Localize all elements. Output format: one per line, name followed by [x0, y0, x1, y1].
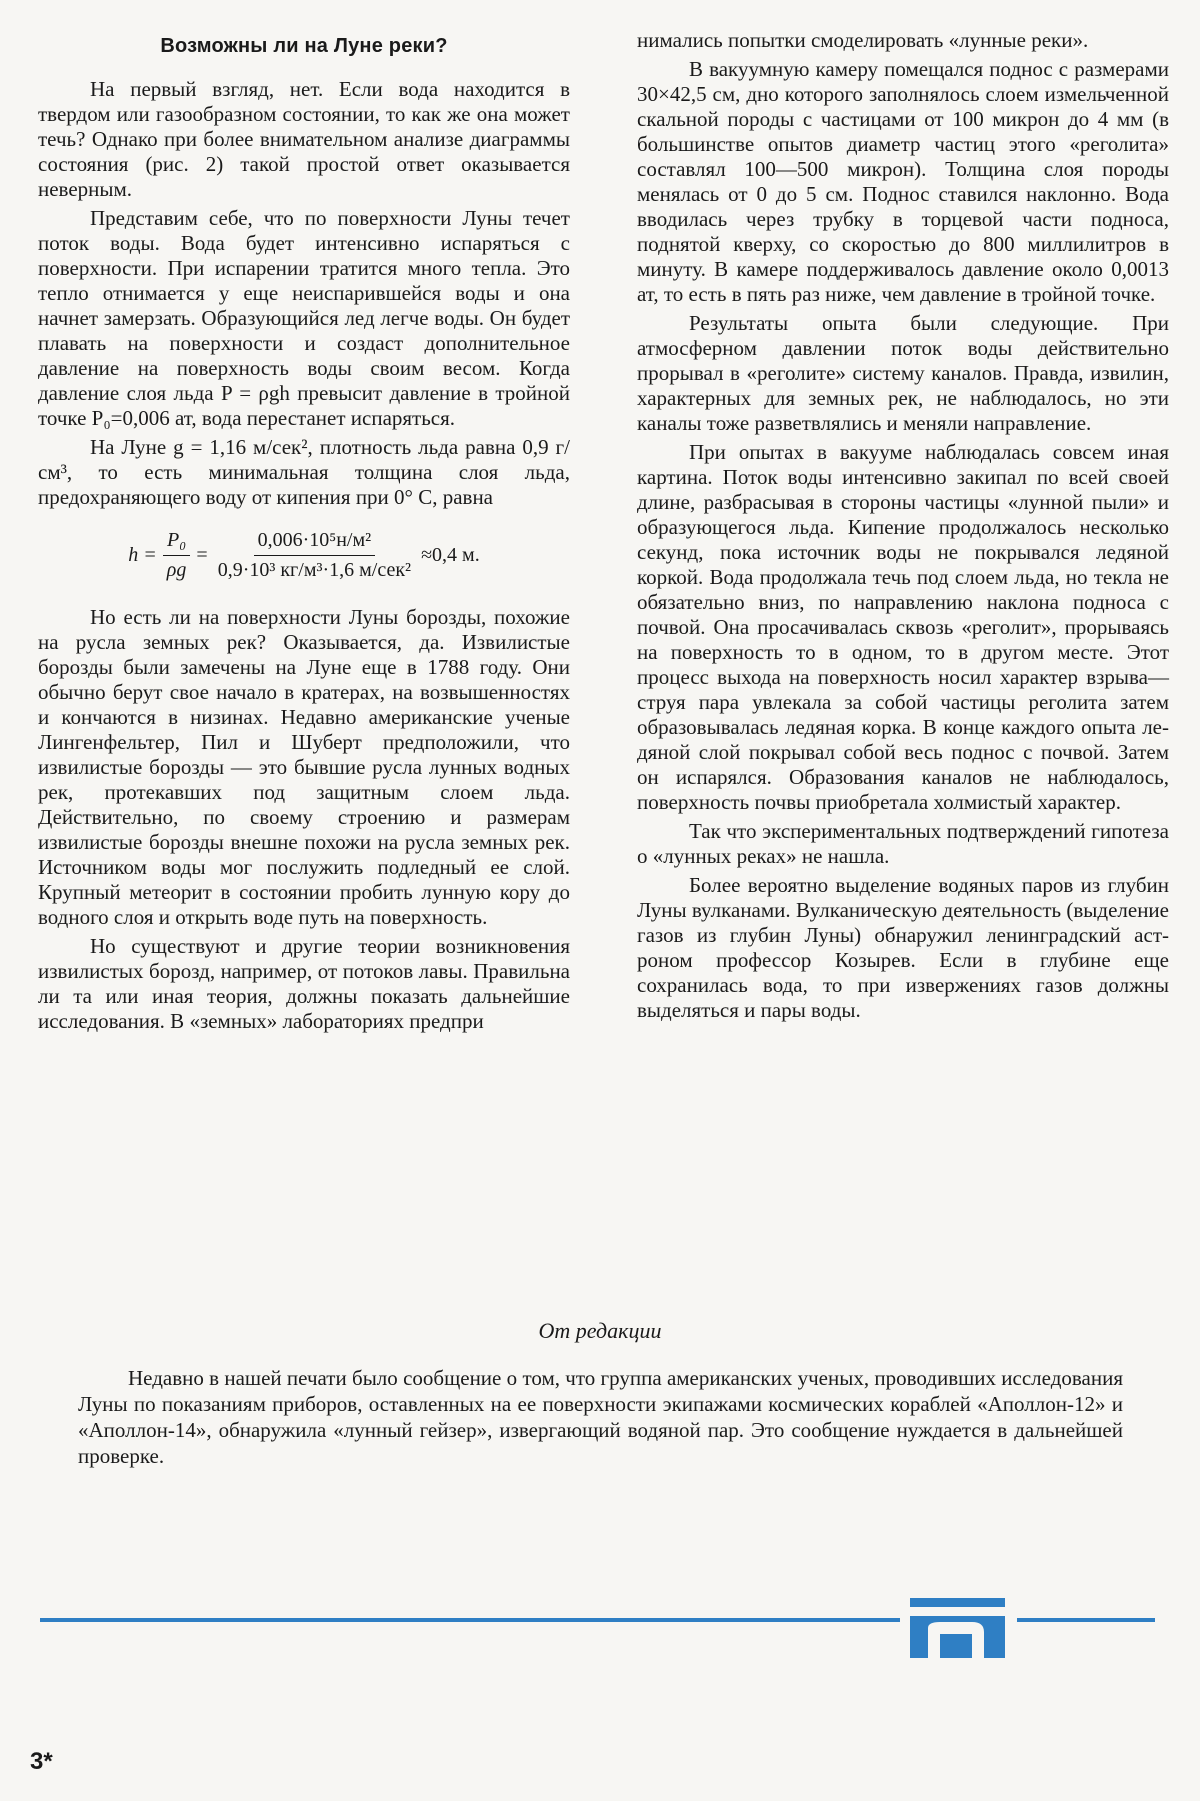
formula-f2-denominator: 0,9·10³ кг/м³·1,6 м/сек² [217, 559, 412, 581]
formula-equals: = [196, 544, 208, 566]
editorial-heading: От редакции [538, 1318, 662, 1343]
left-paragraph-1: На первый взгляд, нет. Если вода находится в твердом или газообразном состоянии, то как же она может течь? Однако при более внимательном анализе диаграммы состояния (рис. 2) такой простой ответ оказывается неверным. [38, 77, 570, 201]
footer-rule-right [1017, 1618, 1155, 1622]
formula-f2-numerator: 0,006·10⁵н/м² [254, 528, 376, 556]
formula-f1-denominator: ρg [166, 559, 187, 581]
left-paragraph-2: Представим себе, что по поверхности Луны течет поток воды. Вода будет интенсивно испаряться с поверхности. При испарении тратится много тепла. Это тепло отнимается у еще неиспарившейся воды и она начнет замерзать. Образующийся лед легче воды. Он будет плавать на поверхности и создаст дополнительное давление на поверхность воды своим весом. Когда давление слоя льда P = ρgh превысит давление в тройной точке P₀=0,006 ат, вода перестанет испаряться. [38, 206, 570, 430]
right-paragraph-1: В вакуумную камеру помещался поднос с размерами 30×42,5 см, дно которого заполнялось слоем измельченной скальной породы с частицами от 100 микрон до 4 мм (в большинстве опытов диаметр частиц этого «реголита» составлял 100—500 микрон). Толщина слоя породы менялась от 0 до 5 см. Поднос ставился наклонно. Вода вводилась через трубку в торцевой части подноса, поднятой кверху, со скоростью до 800 миллилитров в минуту. В камере поддерживалось давление около 0,0013 ат, то есть в пять раз ниже, чем давление в тройной точке. [637, 57, 1169, 306]
formula-fraction-1 [163, 528, 191, 583]
ice-thickness-formula [38, 528, 570, 583]
formula-f1-numerator: P₀ [163, 528, 190, 556]
journal-logo-icon [910, 1598, 1005, 1658]
right-column [637, 28, 1169, 1023]
left-paragraph-3: На Луне g = 1,16 м/сек², плотность льда равна 0,9 г/см³, то есть минимальная толщина слоя льда, предохраняющего воду от кипения при 0° С, равна [38, 435, 570, 509]
article-title: Возможны ли на Луне реки? [160, 35, 448, 57]
right-paragraph-4: Так что экспериментальных подтверждений гипотеза о «лунных реках» не нашла. [637, 819, 1169, 868]
formula-lhs: h = [128, 544, 157, 566]
right-paragraph-3: При опытах в вакууме наблюдалась совсем иная картина. Поток воды интенсивно закипал по всей своей длине, разбрасывая в стороны частицы «лунной пыли» и образующегося льда. Кипение продолжалось несколько секунд, пока источник воды не покрывался ледяной коркой. Вода продолжала течь под слоем льда, но текла не обязательно вниз, по направлению наклона подноса с почвой. Она просачивалась сквозь «реголит», прорываясь на поверхность то в одном, то в другом месте. Этот процесс выхода на поверхность носил характер взрыва—струя пара увлекала за собой частицы реголита затем образовывалась ледяная корка. В конце каждого опыта ледяной слой покрывал собой весь поднос с почвой. Затем он испарялся. Образования каналов не наблюдалось, поверхность почвы приобретала холмистый характер. [637, 440, 1169, 814]
left-paragraph-4: Но есть ли на поверхности Луны борозды, похожие на русла земных рек? Оказывается, да. Извилистые борозды были замечены на Луне еще в 1788 году. Они обычно берут свое начало в кратерах, на возвышенностях и кончаются в низинах. Недавно американские ученые Лингенфельтер, Пил и Шуберт предположили, что извилистые борозды — это бывшие русла лунных водных рек, протекавших под защитным слоем льда. Действительно, по своему строению и размерам извилистые борозды внешне похожи на русла земных рек. Источником воды мог послужить подледный ее слой. Крупный метеорит в состоянии пробить лунную кору до водного слоя и открыть воде путь на поверхность. [38, 605, 570, 929]
editorial-note: Недавно в нашей печати было сообщение о том, что группа американских ученых, проводивших исследования Луны по показаниям приборов, оставленных на ее поверхности экипажами космических кораблей «Аполлон-12» и «Аполлон-14», обнаружила «лунный гейзер», извергающий водяной пар. Это сообщение нуждается в дальнейшей проверке. [78, 1366, 1123, 1468]
right-paragraph-5: Более вероятно выделение водяных паров из глубин Луны вулканами. Вулканическую деятельность (выделение газов из глубин Луны) обнаружил ленинградский астроном профессор Козырев. Если в глубине еще сохранилась вода, то при извержениях газов должны выделяться и пары воды. [637, 873, 1169, 1022]
formula-result: ≈0,4 м. [421, 544, 480, 566]
footer-rule-left [40, 1618, 900, 1622]
page-number: 3* [30, 1748, 53, 1775]
left-column [38, 28, 570, 1034]
right-paragraph-0: нимались попытки смоделировать «лунные реки». [637, 28, 1089, 52]
formula-fraction-2 [214, 528, 415, 583]
right-paragraph-2: Результаты опыта были следующие. При атмосферном давлении поток воды действительно прорывал в «реголите» систему каналов. Правда, извилин, характерных для земных рек, не наблюдалось, но эти каналы тоже разветвлялись и меняли направление. [637, 311, 1169, 435]
left-paragraph-5: Но существуют и другие теории возникновения извилистых борозд, например, от потоков лавы. Правильна ли та или иная теория, должны показать дальнейшие исследования. В «земных» лабораториях предпри [38, 934, 570, 1033]
